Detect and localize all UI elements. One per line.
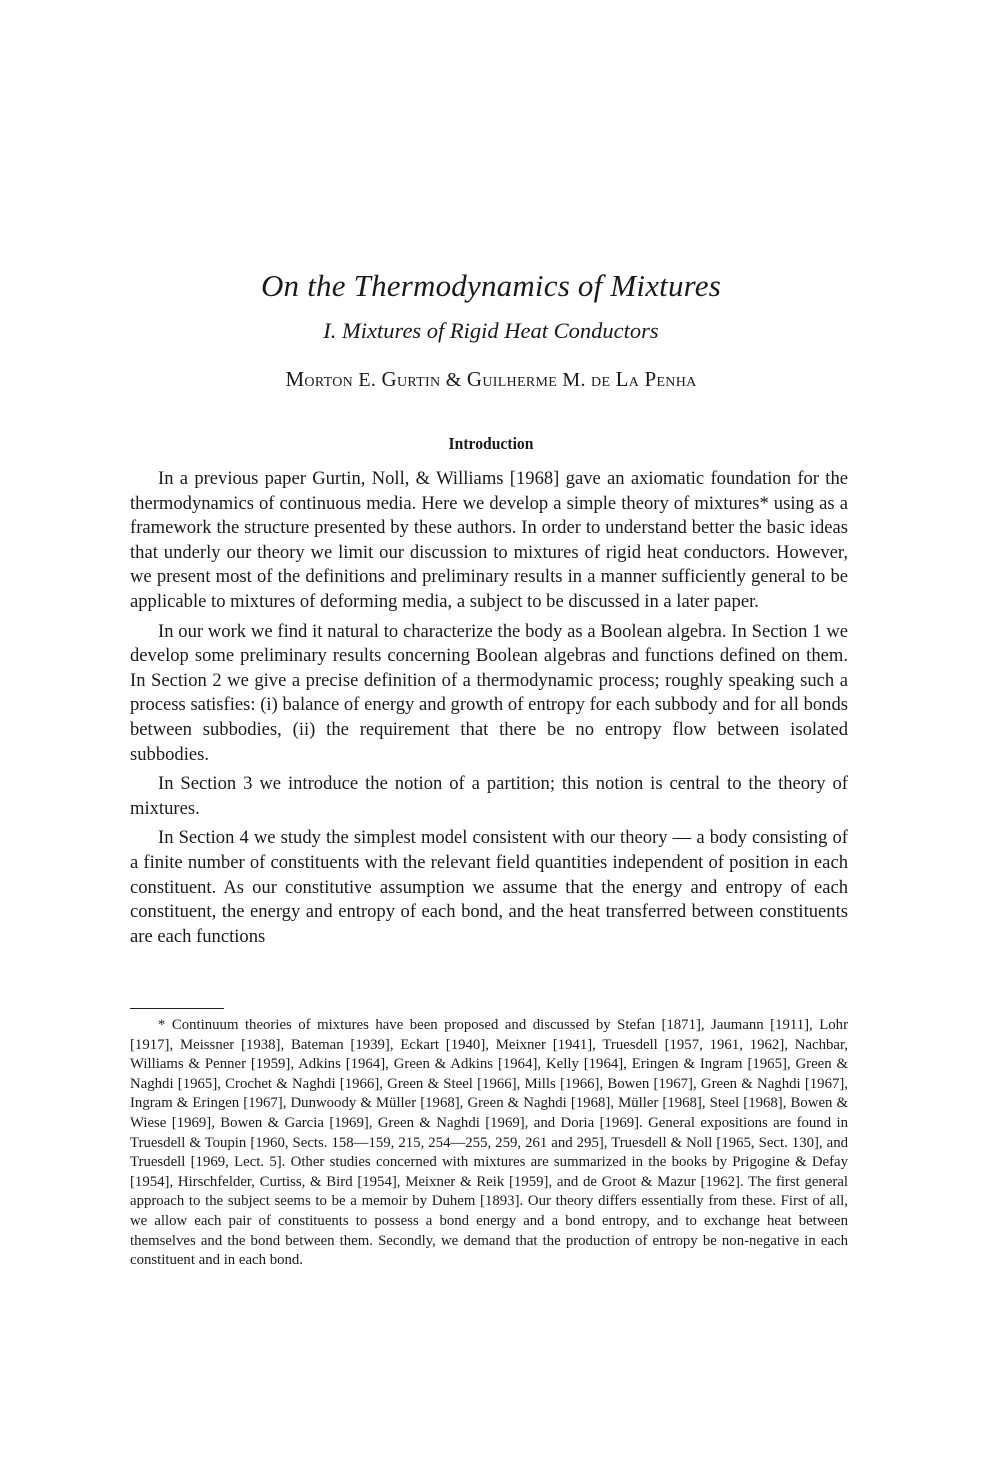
body-text	[130, 467, 848, 949]
author-text: M	[285, 367, 305, 391]
paper-subtitle: I. Mixtures of Rigid Heat Conductors	[323, 318, 659, 343]
author-text: uilherme	[482, 369, 558, 391]
author-text: &	[440, 369, 467, 391]
author-text: G	[381, 367, 397, 391]
paragraph: In Section 4 we study the simplest model consistent with our theory — a body consisting of a finite number of constituents with the relevant field quantities independent of position in each constituent. As our constitutive assumption we assume that the energy and entropy of each constituent, the energy and entropy of each bond, and the heat transferred between constituents are each functions	[130, 827, 848, 947]
paragraph: In Section 3 we introduce the notion of a partition; this notion is central to the theory of mixtures.	[130, 773, 848, 819]
author-text: P	[644, 367, 657, 391]
author-text: M.	[557, 369, 592, 391]
author-text: E.	[353, 369, 382, 391]
author-text: a	[628, 369, 645, 391]
author-text: de	[591, 369, 616, 391]
footnote-text: * Continuum theories of mixtures have been proposed and discussed by Stefan [1871], Jaumann [1911], Lohr [1917], Meissner [1938], Bateman [1939], Eckart [1940], Meixner [1941], Truesdell [1957, 1961, 1962], Nachbar, Williams & Penner [1959], Adkins [1964], Green & Adkins [1964], Kelly [1964], Eringen & Ingram [1965], Green & Naghdi [1965], Crochet & Naghdi [1966], Green & Steel [1966], Mills [1966], Bowen [1967], Green & Naghdi [1967], Ingram & Eringen [1967], Dunwoody & Müller [1968], Green & Naghdi [1968], Müller [1968], Steel [1968], Bowen & Wiese [1969], Bowen & Garcia [1969], Green & Naghdi [1969], and Doria [1969]. General expositions are found in Truesdell & Toupin [1960, Sects. 158—159, 215, 254—255, 259, 261 and 295], Truesdell & Noll [1965, Sect. 130], and Truesdell [1969, Lect. 5]. Other studies concerned with mixtures are summarized in the books by Prigogine & Defay [1954], Hirschfelder, Curtiss, & Bird [1954], Meixner & Reik [1959], and de Groot & Mazur [1962]. The first general approach to the subject seems to be a memoir by Duhem [1893]. Our theory differs essentially from these. First of all, we allow each pair of constituents to possess a bond energy and a bond entropy, and to exchange heat between themselves and the bond between them. Secondly, we demand that the production of entropy be non-negative in each constituent and in each bond.	[130, 1017, 848, 1269]
footnote	[130, 1016, 848, 1271]
author-text: L	[615, 367, 629, 391]
author-text: urtin	[396, 369, 441, 391]
section-heading: Introduction	[448, 434, 534, 453]
author-text: enha	[656, 369, 697, 391]
author-text: orton	[304, 369, 354, 391]
author-text: G	[466, 367, 483, 391]
paragraph: In a previous paper Gurtin, Noll, & Williams [1968] gave an axiomatic foundation for the thermodynamics of continuous media. Here we develop a simple theory of mixtures* using as a framework the structure presented by these authors. In order to understand better the basic ideas that underly our theory we limit our discussion to mixtures of rigid heat conductors. However, we present most of the definitions and preliminary results in a manner sufficiently general to be applicable to mixtures of deforming media, a subject to be discussed in a later paper.	[130, 468, 848, 612]
paragraph: In our work we find it natural to characterize the body as a Boolean algebra. In Section 1 we develop some preliminary results concerning Boolean algebras and functions defined on them. In Section 2 we give a precise definition of a thermodynamic process; roughly speaking such a process satisfies: (i) balance of energy and growth of entropy for each subbody and for all bonds between subbodies, (ii) the requirement that there be no entropy flow between isolated subbodies.	[130, 620, 848, 765]
footnote-rule	[130, 1008, 224, 1009]
author-line	[0, 367, 982, 392]
paper-title: On the Thermodynamics of Mixtures	[260, 268, 722, 303]
